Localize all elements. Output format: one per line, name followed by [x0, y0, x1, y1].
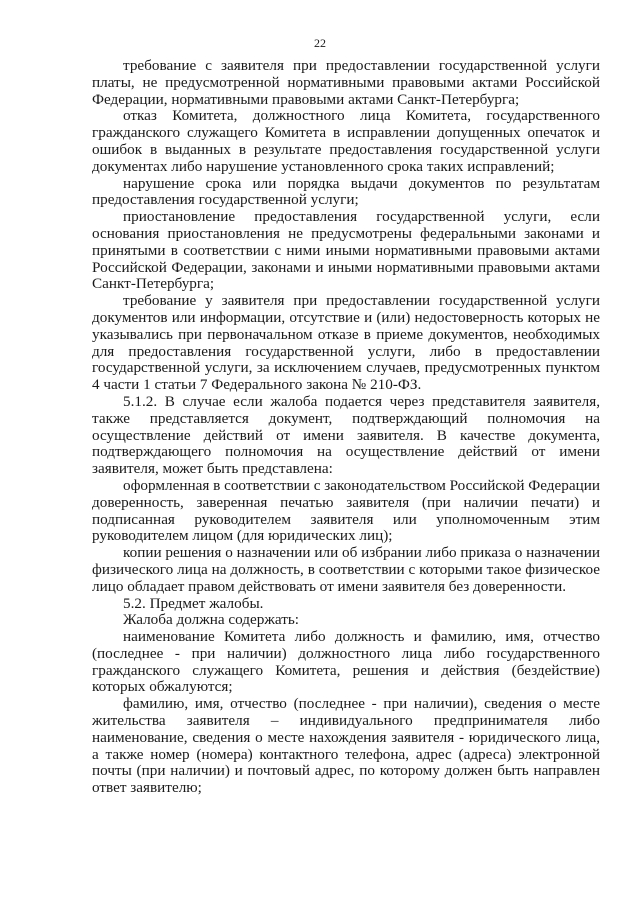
paragraph-5-2-heading: 5.2. Предмет жалобы. [123, 594, 264, 612]
page-number: 22 [314, 36, 326, 50]
paragraph-power-of-attorney: оформленная в соответствии с законодательством Российской Федерации доверенность, заверенная печатью заявителя (при наличии печати) и подписанная руководителем заявителя или уполномоченным этим руководителем лицом (для юридических лиц); [92, 476, 600, 545]
paragraph-document-request: требование у заявителя при предоставлении государственной услуги документов или информации, отсутствие и (или) недостоверность которых не указывались при первоначальном отказе в приеме документов, необходимых для предоставления государственной услуги, либо в предоставлении государственной услуги, за исключением случаев, предусмотренных пунктом 4 части 1 статьи 7 Федерального закона № 210-ФЗ. [92, 292, 600, 394]
paragraph-committee-name: наименование Комитета либо должность и фамилию, имя, отчество (последнее - при наличии) должностного лица либо государственного гражданского служащего Комитета, решения и действия (бездействие) которых обжалуются; [92, 628, 600, 696]
paragraph-5-1-2: 5.1.2. В случае если жалоба подается через представителя заявителя, также представляется документ, подтверждающий полномочия на осуществление действий от имени заявителя. В качестве документа, подтверждающего полномочия на осуществление действий от имени заявителя, может быть представлена: [92, 392, 600, 478]
paragraph-suspension: приостановление предоставления государственной услуги, если основания приостановления не предусмотрены федеральными законами и принятыми в соответствии с ними иными нормативными правовыми актами Российской Федерации, законами и иными нормативными правовыми актами Санкт-Петербурга; [92, 208, 600, 293]
paragraph-issue-deadline: нарушение срока или порядка выдачи документов по результатам предоставления государственной услуги; [92, 174, 600, 209]
document-body [92, 58, 600, 797]
paragraph-complaint-contents: Жалоба должна содержать: [123, 611, 299, 629]
paragraph-fee-requirement: требование с заявителя при предоставлении государственной услуги платы, не предусмотренной нормативными правовыми актами Российской Федерации, нормативными правовыми актами Санкт-Петербурга; [92, 57, 600, 108]
paragraph-appointment-copies: копии решения о назначении или об избрании либо приказа о назначении физического лица на должность, в соответствии с которыми такое физическое лицо обладает правом действовать от имени заявителя без доверенности. [92, 544, 600, 595]
paragraph-applicant-details: фамилию, имя, отчество (последнее - при наличии), сведения о месте жительства заявителя – индивидуального предпринимателя либо наименование, сведения о месте нахождения заявителя - юридического лица, а также номер (номера) контактного телефона, адрес (адреса) электронной почты (при наличии) и почтовый адрес, по которому должен быть направлен ответ заявителю; [92, 695, 600, 797]
paragraph-refusal-to-correct: отказ Комитета, должностного лица Комитета, государственного гражданского служащего Комитета в исправлении допущенных опечаток и ошибок в выданных в результате предоставления государственной услуги документах либо нарушение установленного срока таких исправлений; [92, 107, 600, 175]
